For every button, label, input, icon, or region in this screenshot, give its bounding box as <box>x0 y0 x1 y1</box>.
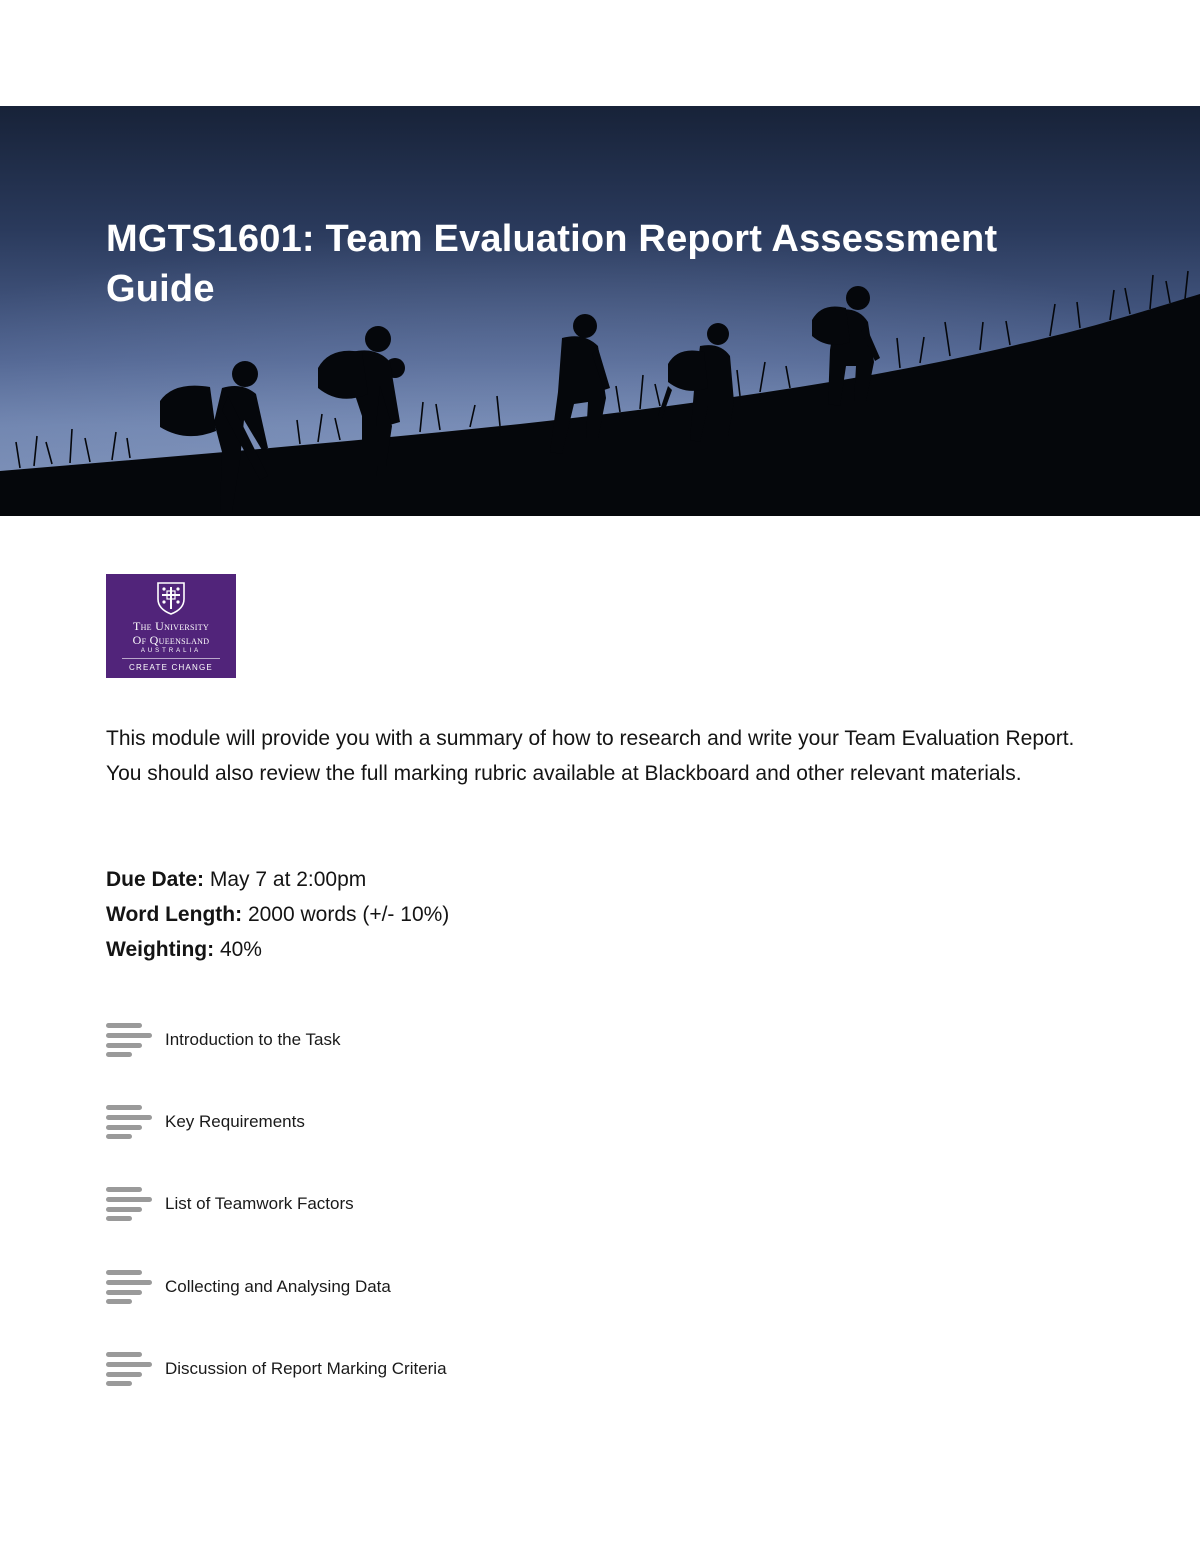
menu-lines-icon <box>106 1185 152 1221</box>
logo-text-australia: AUSTRALIA <box>140 648 202 654</box>
university-logo <box>106 574 236 678</box>
page-title: MGTS1601: Team Evaluation Report Assessment Guide <box>106 218 998 310</box>
weighting-label: Weighting: <box>106 938 215 961</box>
logo-text-university: The University <box>132 619 210 633</box>
word-length-row <box>106 897 1006 932</box>
section-link-introduction[interactable] <box>106 1020 806 1060</box>
logo-divider <box>122 658 220 659</box>
weighting-row <box>106 932 1006 967</box>
intro-paragraph: This module will provide you with a summary of how to research and write your Team Evaluation Report. You should also review the full marking rubric available at Blackboard and other relevant materials. <box>106 727 1075 785</box>
due-date-label: Due Date: <box>106 868 205 891</box>
menu-lines-icon <box>106 1021 152 1057</box>
weighting-value: 40% <box>219 938 262 961</box>
word-length-label: Word Length: <box>106 903 243 926</box>
section-link-key-requirements[interactable] <box>106 1102 806 1142</box>
menu-lines-icon <box>106 1268 152 1304</box>
section-link-collecting-data[interactable] <box>106 1267 806 1307</box>
section-label: Key Requirements <box>165 1112 305 1131</box>
section-label: Introduction to the Task <box>165 1030 341 1049</box>
logo-text-queensland: Of Queensland <box>132 633 210 647</box>
section-label: Discussion of Report Marking Criteria <box>165 1359 447 1378</box>
due-date-value: May 7 at 2:00pm <box>209 868 367 891</box>
hero-banner <box>0 106 1200 516</box>
menu-lines-icon <box>106 1350 152 1386</box>
section-link-marking-criteria[interactable] <box>106 1349 806 1389</box>
due-date-row <box>106 862 1006 897</box>
section-label: Collecting and Analysing Data <box>165 1277 391 1296</box>
menu-lines-icon <box>106 1103 152 1139</box>
logo-text-tagline: CREATE CHANGE <box>129 663 213 672</box>
crest-icon <box>156 581 186 615</box>
section-link-teamwork-factors[interactable] <box>106 1184 806 1224</box>
assessment-details <box>106 862 1006 967</box>
section-label: List of Teamwork Factors <box>165 1194 354 1213</box>
word-length-value: 2000 words (+/- 10%) <box>247 903 450 926</box>
